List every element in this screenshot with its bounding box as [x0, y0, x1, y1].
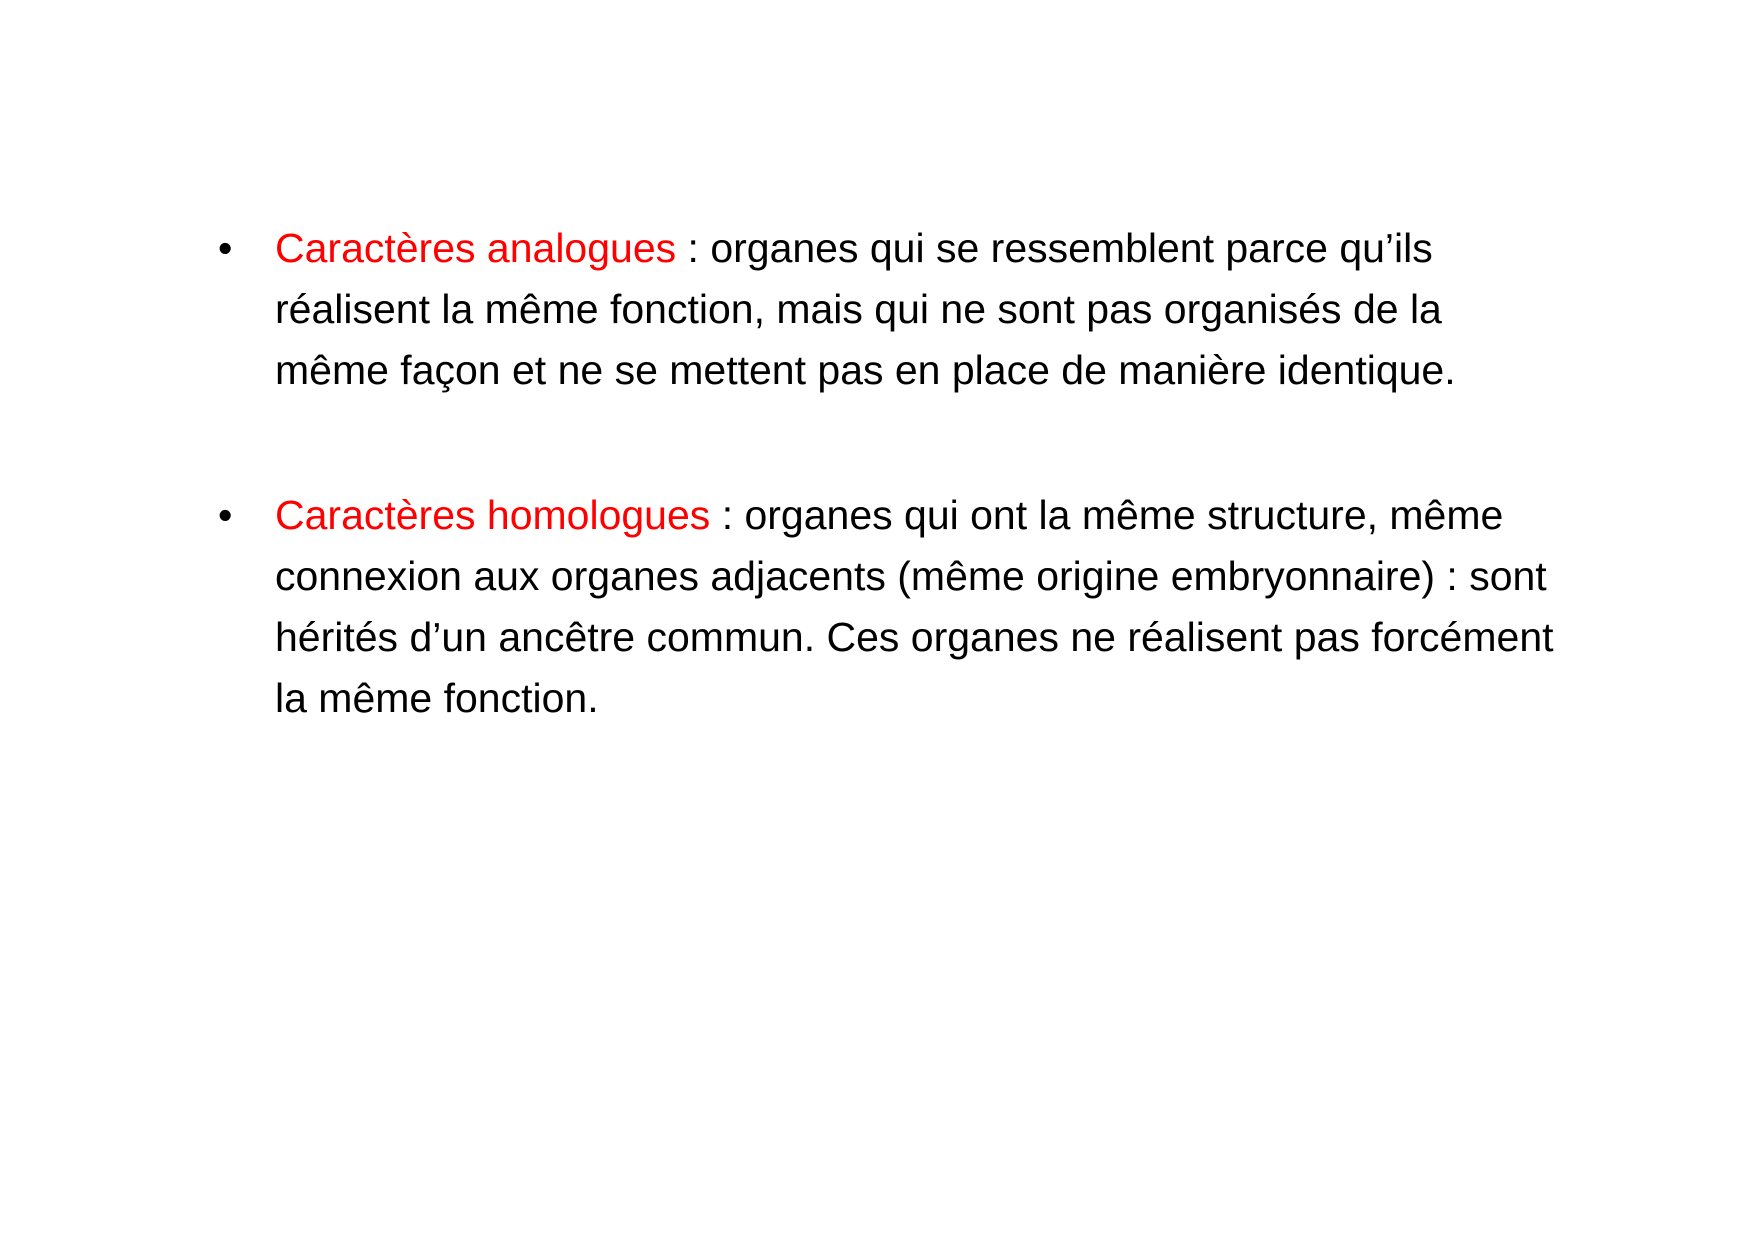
- definition-analogous: : organes qui se ressemblent parce qu’ils réalisent la même fonction, mais qui ne sont pas organisés de la même façon et ne se mettent pas en place de manière identique.: [275, 225, 1456, 393]
- definition-homologous: : organes qui ont la même structure, même connexion aux organes adjacents (même origine embryonnaire) : sont hérités d’un ancêtre commun. Ces organes ne réalisent pas forcément la même fonction.: [275, 492, 1554, 721]
- bullet-icon: •: [218, 225, 233, 271]
- bullet-item-homologous: [218, 485, 1558, 729]
- bullet-list: [218, 218, 1558, 813]
- bullet-icon: •: [218, 492, 233, 538]
- term-analogous: Caractères analogues: [275, 225, 677, 271]
- bullet-item-analogous: [218, 218, 1558, 401]
- term-homologous: Caractères homologues: [275, 492, 711, 538]
